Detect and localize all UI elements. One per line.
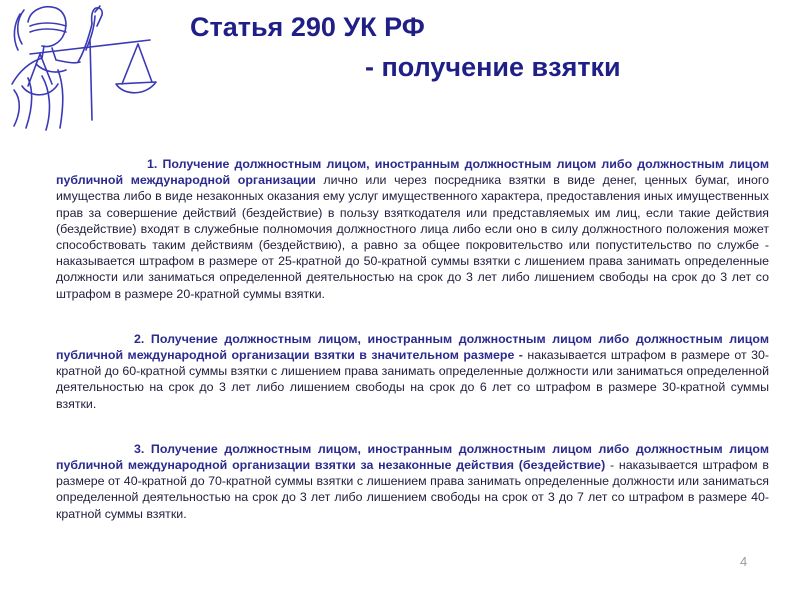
paragraph-1-bold: 1. Получение должностным лицом, иностранным должностным лицом либо должностным лицом публичной международной организации xyxy=(56,157,769,188)
article-text xyxy=(56,156,769,551)
themis-justice-icon xyxy=(0,0,170,135)
paragraph-3-bold: 3. Получение должностным лицом, иностранным должностным лицом либо должностным лицом публичной международной организации взятки за незаконные действия (бездействие) xyxy=(56,441,769,473)
paragraph-1-text: лично или через посредника взятки в виде денег, ценных бумаг, иного имущества либо в виде незаконных оказания ему услуг имущественного характера, предоставления иных имущественных прав за совершение действий (бездействие) в пользу взяткодателя или представляемых им лиц, если такие действия (бездействие) входят в служебные полномочия должностного лица либо если оно в силу должностного положения может способствовать таким действиям (бездействию), а равно за общее покровительство или попустительство по службе - наказывается штрафом в размере от 25-кратной до 50-кратной суммы взятки с лишением права занимать определенные должности или заниматься определенной деятельностью на срок до 3 лет либо лишением свободы на срок до 3 лет со штрафом в размере 20-кратной суммы взятки. xyxy=(56,173,769,301)
paragraph-2 xyxy=(56,331,769,412)
paragraph-2-bold: 2. Получение должностным лицом, иностранным должностным лицом либо должностным лицом публичной международной организации взятки в значительном размере - xyxy=(56,331,769,363)
page-number: 4 xyxy=(740,554,748,569)
slide-subtitle: - получение взятки xyxy=(365,52,621,82)
paragraph-2-text: наказывается штрафом в размере от 30-кратной до 60-кратной суммы взятки с лишением права занимать определенные должности или заниматься определенной деятельностью на срок до 3 лет либо лишением свободы на срок до 6 лет со штрафом в размере 30-кратной суммы взятки. xyxy=(56,348,769,411)
paragraph-3 xyxy=(56,441,769,522)
paragraph-1 xyxy=(56,156,769,302)
slide-title: Статья 290 УК РФ xyxy=(190,12,425,42)
paragraph-3-text: - наказывается штрафом в размере от 40-кратной до 70-кратной суммы взятки с лишением права занимать определенные должности или заниматься определенной деятельностью на срок до 3 лет либо лишением свободы на срок от 3 до 7 лет со штрафом в размере 40-кратной суммы взятки. xyxy=(56,458,769,521)
